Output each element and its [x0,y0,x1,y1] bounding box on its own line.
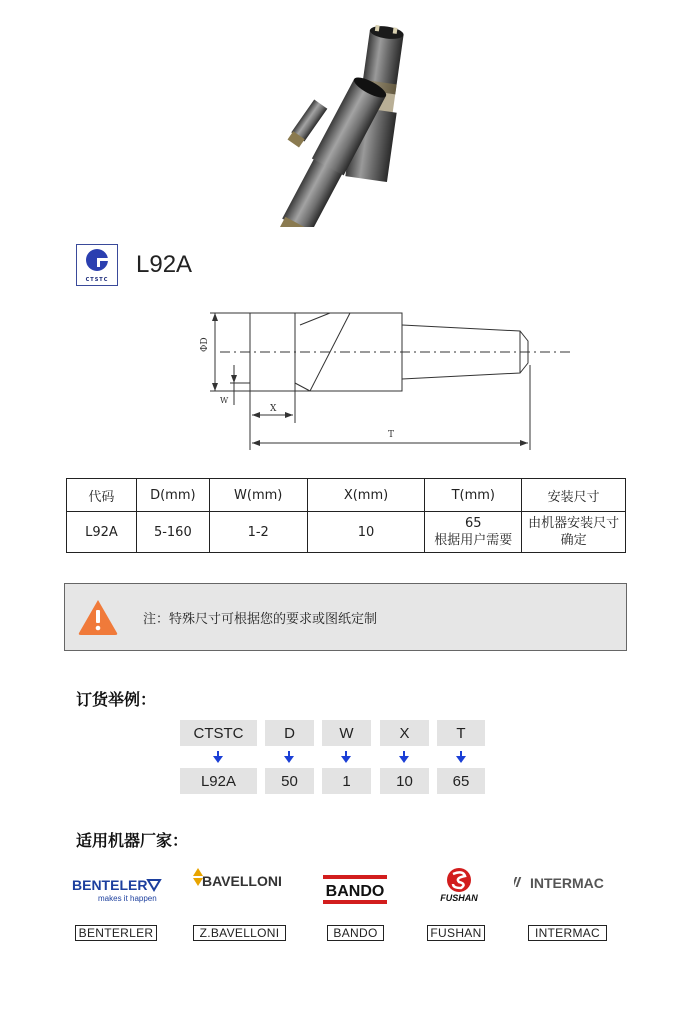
order-value-t: 65 [437,768,485,794]
cell-t-value: 65 [465,516,482,531]
cell-install [522,512,626,553]
order-header-x: X [380,720,429,746]
arrow-down-icon [213,751,223,763]
fushan-logo-text: FUSHAN [440,893,478,903]
brand-label-bando: BANDO [327,925,384,941]
bando-logo [322,870,388,910]
order-header-w: W [322,720,371,746]
table-header-row [67,479,626,512]
benteler-tagline: makes it happen [98,894,157,903]
order-header-ctstc: CTSTC [180,720,257,746]
cell-install-line1: 由机器安装尺寸 [528,516,620,531]
cell-t-note: 根据用户需要 [434,533,513,548]
model-title: L92A [136,251,193,278]
arrow-down-icon [284,751,294,763]
spec-table [66,478,626,553]
brand-label-fushan: FUSHAN [427,925,485,941]
x-label: X [270,404,277,414]
bavelloni-logo-text: BAVELLONI [202,873,282,889]
order-value-code: L92A [180,768,257,794]
cell-x: 10 [307,512,425,553]
cell-install-line2: 确定 [560,533,587,548]
cell-t [425,512,522,553]
ctstc-logo [76,244,118,286]
bavelloni-logo [190,862,292,902]
table-row [67,512,626,553]
order-example-title: 订货举例： [76,690,157,709]
benteler-logo-text: BENTELER [72,877,148,893]
intermac-logo [514,864,620,904]
order-value-w: 1 [322,768,371,794]
logo-text: CTSTC [85,277,109,283]
notice-text: 注：特殊尺寸可根据您的要求或图纸定制 [143,611,378,627]
benteler-logo [70,868,162,908]
header-w: W(mm) [209,479,307,512]
header-x: X(mm) [307,479,425,512]
header-d: D(mm) [136,479,209,512]
bando-logo-text: BANDO [325,883,385,900]
order-value-x: 10 [380,768,429,794]
cell-code: L92A [67,512,137,553]
product-photo [268,22,428,227]
order-value-d: 50 [265,768,314,794]
phi-d-label: ΦD [200,337,210,352]
order-header-d: D [265,720,314,746]
intermac-logo-text: INTERMAC [530,875,604,891]
arrow-down-icon [341,751,351,763]
cell-d: 5-160 [136,512,209,553]
header-t: T(mm) [425,479,522,512]
header-install: 安装尺寸 [522,479,626,512]
brand-label-bavelloni: Z.BAVELLONI [193,925,286,941]
arrow-down-icon [399,751,409,763]
brand-label-intermac: INTERMAC [528,925,607,941]
w-label: W [220,396,229,405]
notice-box [64,583,627,651]
brand-label-benteler: BENTERLER [75,925,157,941]
header-code: 代码 [67,479,137,512]
fushan-logo [433,866,485,912]
t-label: T [388,430,395,440]
ctstc-logo-mark-icon [77,245,117,277]
arrow-down-icon [456,751,466,763]
product-header [76,244,192,286]
warning-icon [77,598,119,636]
technical-drawing [190,305,575,455]
order-header-t: T [437,720,485,746]
cell-w: 1-2 [209,512,307,553]
manufacturers-title: 适用机器厂家： [76,831,189,850]
